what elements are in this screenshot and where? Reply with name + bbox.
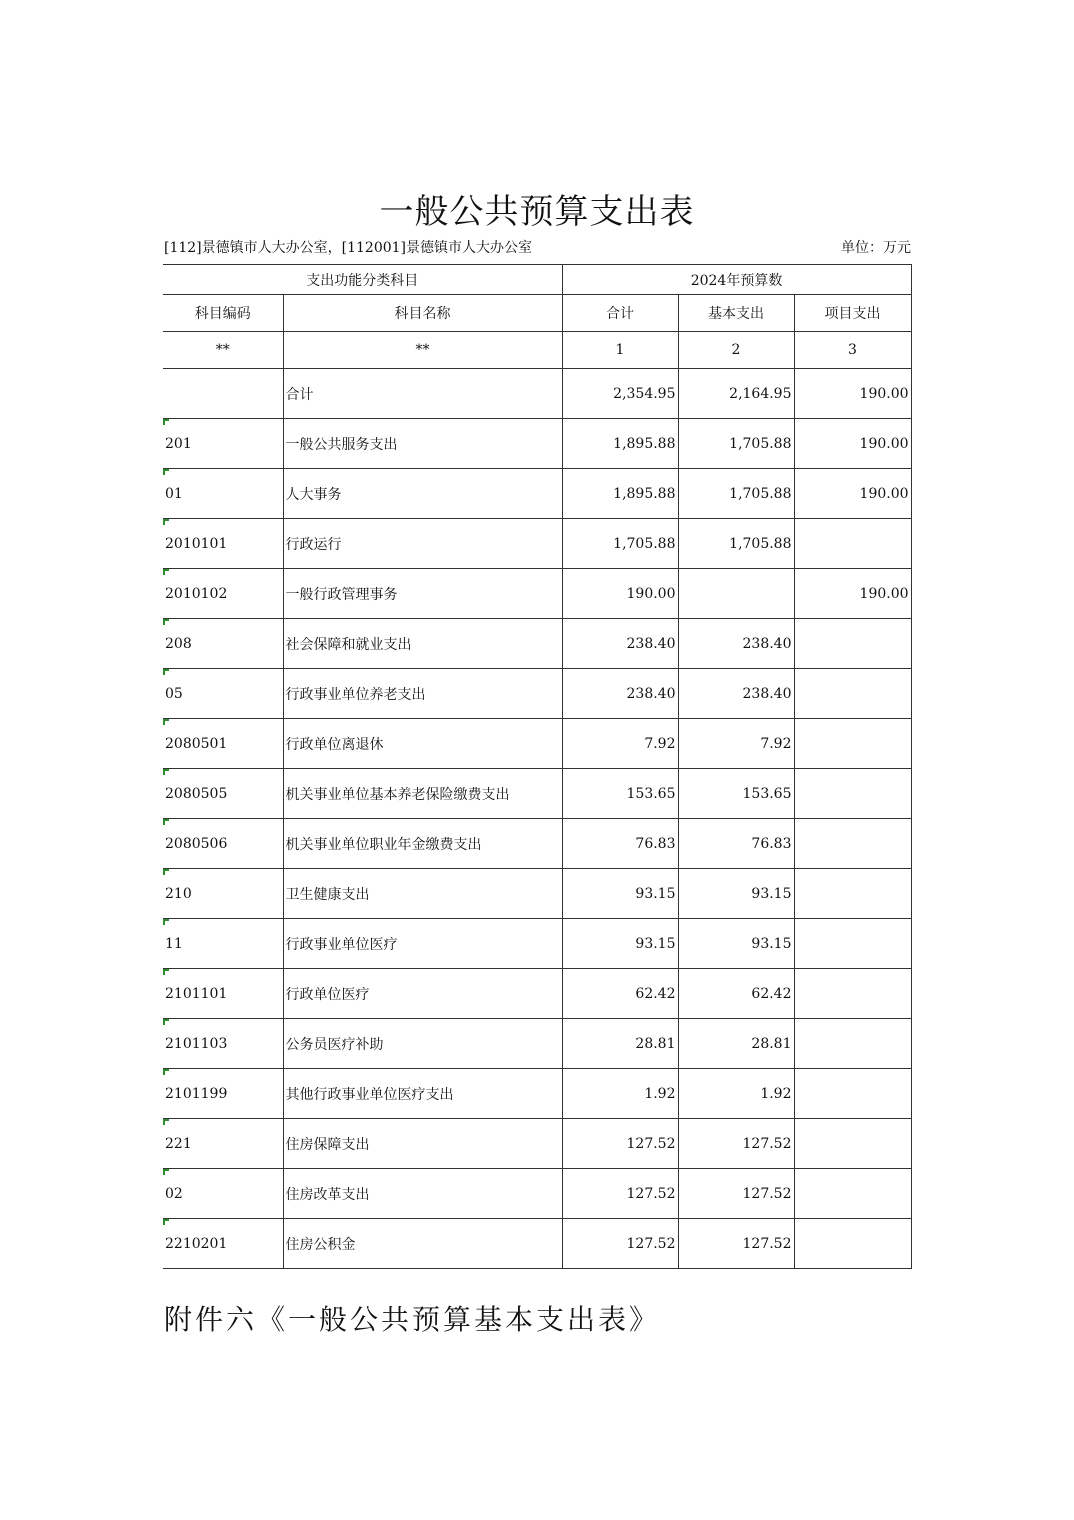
- cell-project: [794, 919, 911, 969]
- cell-name: 行政单位离退休: [283, 719, 562, 769]
- table-row: [163, 369, 911, 419]
- cell-code: 2010102: [163, 569, 283, 619]
- cell-total: 28.81: [562, 1019, 678, 1069]
- header-budget-year: 2024年预算数: [562, 265, 911, 295]
- cell-total: 2,354.95: [562, 369, 678, 419]
- cell-marker-icon: [163, 419, 169, 425]
- index-name: **: [283, 332, 562, 369]
- cell-total: 93.15: [562, 869, 678, 919]
- cell-project: [794, 619, 911, 669]
- cell-basic: 7.92: [678, 719, 794, 769]
- table-row: [163, 519, 911, 569]
- table-row: [163, 419, 911, 469]
- cell-project: [794, 1119, 911, 1169]
- cell-basic: 127.52: [678, 1219, 794, 1269]
- attachment-caption: 附件六《一般公共预算基本支出表》: [164, 1303, 661, 1336]
- index-basic: 2: [678, 332, 794, 369]
- header-code: 科目编码: [163, 295, 283, 332]
- cell-name: 卫生健康支出: [283, 869, 562, 919]
- table-row: [163, 969, 911, 1019]
- cell-marker-icon: [163, 769, 169, 775]
- cell-total: 190.00: [562, 569, 678, 619]
- cell-marker-icon: [163, 919, 169, 925]
- cell-total: 62.42: [562, 969, 678, 1019]
- cell-basic: 28.81: [678, 1019, 794, 1069]
- cell-project: 190.00: [794, 569, 911, 619]
- cell-name: 住房保障支出: [283, 1119, 562, 1169]
- page-title: 一般公共预算支出表: [379, 192, 695, 232]
- cell-name: 人大事务: [283, 469, 562, 519]
- table-body: [163, 369, 911, 1269]
- budget-table: [163, 264, 912, 1269]
- table-row: [163, 469, 911, 519]
- table-row: [163, 719, 911, 769]
- cell-code: 2080501: [163, 719, 283, 769]
- cell-total: 127.52: [562, 1219, 678, 1269]
- cell-marker-icon: [163, 1219, 169, 1225]
- cell-code: 208: [163, 619, 283, 669]
- cell-marker-icon: [163, 1169, 169, 1175]
- cell-name: 行政运行: [283, 519, 562, 569]
- cell-marker-icon: [163, 719, 169, 725]
- index-code: **: [163, 332, 283, 369]
- cell-total: 1.92: [562, 1069, 678, 1119]
- organization-label: [112]景德镇市人大办公室，[112001]景德镇市人大办公室: [164, 240, 533, 256]
- header-total: 合计: [562, 295, 678, 332]
- cell-marker-icon: [163, 469, 169, 475]
- unit-label: 单位：万元: [841, 240, 911, 256]
- cell-basic: 2,164.95: [678, 369, 794, 419]
- cell-name: 机关事业单位基本养老保险缴费支出: [283, 769, 562, 819]
- cell-basic: 127.52: [678, 1119, 794, 1169]
- cell-marker-icon: [163, 1069, 169, 1075]
- cell-project: [794, 1219, 911, 1269]
- cell-basic: 76.83: [678, 819, 794, 869]
- cell-code: 11: [163, 919, 283, 969]
- cell-code: 2101103: [163, 1019, 283, 1069]
- cell-total: 238.40: [562, 619, 678, 669]
- cell-marker-icon: [163, 819, 169, 825]
- table-row: [163, 1219, 911, 1269]
- cell-marker-icon: [163, 619, 169, 625]
- cell-basic: 1,705.88: [678, 519, 794, 569]
- table-row: [163, 1119, 911, 1169]
- cell-project: [794, 769, 911, 819]
- table-row: [163, 869, 911, 919]
- cell-project: [794, 669, 911, 719]
- cell-code: 05: [163, 669, 283, 719]
- table-row: [163, 1019, 911, 1069]
- cell-name: 其他行政事业单位医疗支出: [283, 1069, 562, 1119]
- cell-project: [794, 1019, 911, 1069]
- cell-project: [794, 869, 911, 919]
- cell-total: 153.65: [562, 769, 678, 819]
- cell-marker-icon: [163, 1019, 169, 1025]
- cell-name: 一般公共服务支出: [283, 419, 562, 469]
- cell-code: 2080505: [163, 769, 283, 819]
- cell-total: 1,705.88: [562, 519, 678, 569]
- cell-basic: 238.40: [678, 669, 794, 719]
- cell-project: [794, 519, 911, 569]
- header-row-group: [163, 265, 911, 295]
- index-total: 1: [562, 332, 678, 369]
- cell-basic: 62.42: [678, 969, 794, 1019]
- cell-project: [794, 1169, 911, 1219]
- table-row: [163, 819, 911, 869]
- cell-marker-icon: [163, 869, 169, 875]
- cell-basic: 127.52: [678, 1169, 794, 1219]
- cell-name: 行政事业单位养老支出: [283, 669, 562, 719]
- header-row-index: [163, 332, 911, 369]
- cell-basic: 1,705.88: [678, 469, 794, 519]
- header-function-classification: 支出功能分类科目: [163, 265, 562, 295]
- cell-total: 93.15: [562, 919, 678, 969]
- cell-name: 机关事业单位职业年金缴费支出: [283, 819, 562, 869]
- cell-code: 210: [163, 869, 283, 919]
- table-row: [163, 919, 911, 969]
- cell-code: 221: [163, 1119, 283, 1169]
- table-row: [163, 769, 911, 819]
- cell-name: 行政事业单位医疗: [283, 919, 562, 969]
- cell-project: [794, 1069, 911, 1119]
- header-basic: 基本支出: [678, 295, 794, 332]
- cell-name: 公务员医疗补助: [283, 1019, 562, 1069]
- cell-marker-icon: [163, 969, 169, 975]
- cell-code: 201: [163, 419, 283, 469]
- cell-name: 合计: [283, 369, 562, 419]
- cell-basic: [678, 569, 794, 619]
- cell-project: 190.00: [794, 419, 911, 469]
- cell-basic: 93.15: [678, 919, 794, 969]
- cell-total: 1,895.88: [562, 469, 678, 519]
- header-project: 项目支出: [794, 295, 911, 332]
- cell-project: [794, 969, 911, 1019]
- cell-name: 社会保障和就业支出: [283, 619, 562, 669]
- cell-basic: 238.40: [678, 619, 794, 669]
- cell-total: 1,895.88: [562, 419, 678, 469]
- cell-code: 2101199: [163, 1069, 283, 1119]
- cell-code: 2010101: [163, 519, 283, 569]
- cell-total: 127.52: [562, 1169, 678, 1219]
- index-project: 3: [794, 332, 911, 369]
- cell-name: 住房改革支出: [283, 1169, 562, 1219]
- cell-project: 190.00: [794, 369, 911, 419]
- cell-name: 行政单位医疗: [283, 969, 562, 1019]
- cell-name: 一般行政管理事务: [283, 569, 562, 619]
- cell-name: 住房公积金: [283, 1219, 562, 1269]
- cell-marker-icon: [163, 519, 169, 525]
- cell-code: 2101101: [163, 969, 283, 1019]
- cell-code: 2080506: [163, 819, 283, 869]
- cell-total: 7.92: [562, 719, 678, 769]
- cell-project: [794, 819, 911, 869]
- cell-marker-icon: [163, 1119, 169, 1125]
- cell-basic: 1.92: [678, 1069, 794, 1119]
- table-row: [163, 669, 911, 719]
- cell-basic: 93.15: [678, 869, 794, 919]
- cell-total: 127.52: [562, 1119, 678, 1169]
- table-row: [163, 619, 911, 669]
- header-name: 科目名称: [283, 295, 562, 332]
- table-meta: [164, 237, 911, 259]
- cell-total: 238.40: [562, 669, 678, 719]
- cell-code: 02: [163, 1169, 283, 1219]
- cell-marker-icon: [163, 669, 169, 675]
- table-row: [163, 569, 911, 619]
- table-row: [163, 1169, 911, 1219]
- cell-total: 76.83: [562, 819, 678, 869]
- cell-code: 2210201: [163, 1219, 283, 1269]
- cell-basic: 153.65: [678, 769, 794, 819]
- cell-code: [163, 369, 283, 419]
- table-row: [163, 1069, 911, 1119]
- cell-code: 01: [163, 469, 283, 519]
- cell-marker-icon: [163, 569, 169, 575]
- cell-basic: 1,705.88: [678, 419, 794, 469]
- cell-project: [794, 719, 911, 769]
- cell-project: 190.00: [794, 469, 911, 519]
- header-row-columns: [163, 295, 911, 332]
